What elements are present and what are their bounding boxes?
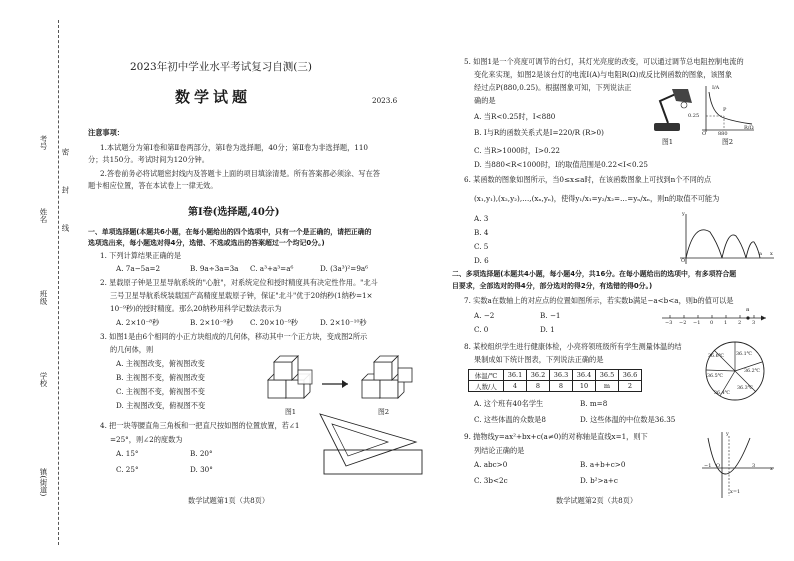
- q8-row-cell: 10: [573, 381, 596, 392]
- q8-pie-label: 36.5℃: [707, 374, 724, 379]
- notice-1b: 分；共150分。考试时间为120分钟。: [88, 155, 209, 164]
- q5-graph-y-tick: 0.25: [688, 113, 700, 119]
- right-page-footer: 数学试题第2页（共8页）: [556, 496, 638, 505]
- q5-graph-y-label: I/A: [712, 85, 720, 91]
- q8-row-cell: 8: [550, 381, 573, 392]
- notice-2a: 2.答卷前务必将试题密封线内及答题卡上面的项目填涂清楚。所有答案都必须涂、写在答: [100, 169, 380, 178]
- q9-graph-3: 3: [752, 463, 756, 469]
- q8-header-cell: 36.3: [550, 370, 573, 381]
- q7-tick-minus1: −1: [693, 320, 701, 326]
- q6-option-c: C. 5: [474, 242, 489, 251]
- q2-option-b: B. 2×10⁻⁹秒: [190, 318, 234, 327]
- q9-option-c: C. 3b<2c: [474, 476, 508, 485]
- q5-option-b: B. I与R的函数关系式是I=220/R (R>0): [474, 128, 604, 137]
- q8-header-cell: 体温/℃: [469, 370, 504, 381]
- q4-stem-a: 4. 把一块等腰直角三角板和一把直尺按如图的位置放置，若∠1: [100, 421, 300, 430]
- q5-lamp-figure: [646, 85, 694, 137]
- q8-header-cell: 36.1: [504, 370, 527, 381]
- q8-pie-label: 36.6℃: [708, 354, 725, 359]
- q3-figure1-cubes: [268, 356, 312, 398]
- q9-graph-axis-label: x=1: [730, 489, 741, 495]
- q8-option-c: C. 这些体温的众数是8: [474, 415, 546, 424]
- q4-option-a: A. 15°: [116, 449, 139, 458]
- q1-option-c: C. a³+a³=a⁶: [250, 264, 294, 273]
- q5-fig1-caption: 图1: [662, 138, 674, 146]
- exam-title: 2023年初中学业水平考试复习自测(三): [130, 61, 312, 73]
- q8-stem-a: 8. 某校组织学生进行健康体检，小亮将领班级所有学生测量体温的结: [464, 342, 682, 351]
- school-label: 学校: [39, 372, 48, 387]
- left-page-footer: 数学试题第1页（共8页）: [188, 496, 270, 505]
- q7-tick-1: 1: [724, 320, 728, 326]
- q8-row-cell: 2: [619, 381, 642, 392]
- q3-option-b: B. 主视图不变，俯视图改变: [116, 373, 205, 382]
- class-label: 班级: [39, 290, 48, 305]
- q1-option-b: B. 9a÷3a=3a: [190, 264, 239, 273]
- q1-option-d: D. (3a³)²=9a⁶: [320, 264, 369, 273]
- q3-figure2-cubes: [362, 356, 412, 398]
- q5-option-a: A. 当R<0.25时，I<880: [474, 112, 556, 121]
- q3-fig1-caption: 图1: [285, 408, 297, 416]
- section1-intro-a: 一、单项选择题(本题共6小题，在每小题给出的四个选项中，只有一个是正确的，请把正确的: [88, 228, 372, 236]
- section2-intro-a: 二、多项选择题(本题共4小题，每小题4分，共16分。在每小题给出的选项中，有多项符合题: [452, 270, 737, 278]
- q5-stem-b: 变化来实现，如图2是该台灯的电流I(A)与电阻R(Ω)成反比例函数的图象，该图象: [474, 70, 733, 79]
- q3-option-c: C. 主视图不变，俯视图不变: [116, 387, 205, 396]
- q8-row-cell: 8: [527, 381, 550, 392]
- q8-option-d: D. 这些体温的中位数是36.35: [580, 415, 676, 424]
- q4-option-c: C. 25°: [116, 465, 139, 474]
- q8-header-cell: 36.5: [596, 370, 619, 381]
- notice-2b: 题卡相应位置，答在本试卷上一律无效。: [88, 181, 218, 190]
- name-label: 姓名: [39, 208, 48, 223]
- q8-option-b: B. m=8: [580, 399, 608, 408]
- q7-option-d: D. 1: [540, 325, 555, 334]
- q9-graph-neg1: −1: [704, 463, 712, 469]
- q9-graph-x-label: x: [770, 466, 773, 472]
- q5-graph-x-tick: 880: [718, 131, 728, 137]
- q9-stem-a: 9. 抛物线y=ax²+bx+c(a≠0)的对称轴是直线x=1，则下: [464, 432, 648, 441]
- q4-option-b: B. 20°: [190, 449, 213, 458]
- q6-graph-origin: O: [681, 258, 686, 264]
- town-label: 镇(街道): [39, 468, 48, 497]
- q8-pie-label: 36.1℃: [736, 352, 753, 357]
- section2-intro-b: 目要求，全部选对的得4分，部分选对的得2分，有选错的得0分。): [452, 282, 653, 290]
- q9-option-d: D. b²>a+c: [580, 476, 618, 485]
- q2-stem-b: 三号卫星导航系统装载国产高精度星载原子钟，保证"北斗"优于20纳秒(1纳秒=1×: [110, 291, 373, 300]
- q9-option-a: A. abc>0: [474, 460, 508, 469]
- q8-stem-b: 果制成如下统计图表，下列说法正确的是: [474, 355, 604, 364]
- q2-option-d: D. 2×10⁻¹⁰秒: [320, 318, 367, 327]
- q2-stem-a: 2. 星载原子钟是卫星导航系统的"心脏"，对系统定位和授时精度具有决定性作用。"北斗: [100, 278, 378, 287]
- q6-stem-a: 6. 某函数的图象如图所示，当0≤x≤a时，在该函数图象上可找到n个不同的点: [464, 175, 712, 184]
- q8-pie-label: 36.2℃: [744, 369, 761, 374]
- q7-tick-minus2: −2: [679, 320, 687, 326]
- q4-option-d: D. 30°: [190, 465, 213, 474]
- q8-header-cell: 36.4: [573, 370, 596, 381]
- q8-row-cell: 人数/人: [469, 381, 504, 392]
- q7-tick-2: 2: [738, 320, 742, 326]
- q3-cubes-figure: [262, 350, 424, 416]
- q8-header-cell: 36.6: [619, 370, 642, 381]
- q6-option-d: D. 6: [474, 256, 489, 265]
- q7-tick-0: 0: [710, 320, 714, 326]
- q5-stem-d: 确的是: [474, 96, 496, 105]
- q7-stem: 7. 实数a在数轴上的对应点的位置如图所示，若实数b满足−a<b<a，则b的值可以是: [464, 296, 734, 305]
- q6-graph-y-label: y: [682, 211, 685, 217]
- q5-stem-c: 经过点P(880,0.25)。根据图象可知，下列说法正: [474, 83, 632, 92]
- q1-stem: 1. 下列计算结果正确的是: [100, 251, 182, 260]
- q6-graph-x-label: x: [770, 251, 773, 257]
- q8-pie-label: 36.3℃: [737, 386, 754, 391]
- notice-heading: 注意事项：: [88, 128, 124, 137]
- q8-row-cell: 4: [504, 381, 527, 392]
- q5-graph-p-label: P: [723, 107, 727, 113]
- q4-triangle-ruler-figure: [318, 412, 428, 478]
- seal-line-text: 密 封 线: [61, 148, 70, 234]
- subject-title: 数学试题: [175, 88, 252, 106]
- q1-option-a: A. 7a−5a=2: [116, 264, 161, 273]
- q2-stem-c: 10⁻⁹秒)的授时精度。那么20纳秒用科学记数法表示为: [110, 304, 282, 313]
- q2-option-c: C. 20×10⁻⁹秒: [250, 318, 298, 327]
- q7-option-a: A. −2: [474, 311, 495, 320]
- q8-temperature-table: [468, 369, 642, 392]
- q6-graph-a-label: a: [759, 251, 762, 257]
- q6-option-b: B. 4: [474, 228, 489, 237]
- q9-graph-y-label: y: [726, 431, 729, 437]
- q8-pie-label: 36.4℃: [714, 391, 731, 396]
- q8-row-cell: m: [596, 381, 619, 392]
- q5-option-d: D. 当880<R<1000时，I的取值范围是0.22<I<0.25: [474, 160, 648, 169]
- q5-option-c: C. 当R>1000时，I>0.22: [474, 146, 560, 155]
- q5-graph-origin: O: [702, 131, 707, 137]
- q9-graph-origin: O: [716, 463, 721, 469]
- q5-stem-a: 5. 如图1是一个亮度可调节的台灯，其灯光亮度的改变，可以通过调节总电阻控制电流的: [464, 57, 744, 66]
- q3-option-a: A. 主视图改变，俯视图改变: [116, 359, 205, 368]
- q4-stem-b: =25°，则∠2的度数为: [110, 435, 183, 444]
- q3-fig2-caption: 图2: [378, 408, 390, 416]
- q7-tick-minus3: −3: [665, 320, 673, 326]
- q2-option-a: A. 2×10⁻⁸秒: [116, 318, 160, 327]
- q6-option-a: A. 3: [474, 214, 489, 223]
- q3-option-d: D. 主视图改变，俯视图不变: [116, 401, 206, 410]
- q8-option-a: A. 这个班有40名学生: [474, 399, 544, 408]
- q9-option-b: B. a+b+c>0: [580, 460, 626, 469]
- q3-stem-b: 的几何体，则: [110, 345, 154, 354]
- exam-no-label: 考号: [39, 135, 48, 150]
- q7-option-c: C. 0: [474, 325, 489, 334]
- q9-stem-b: 列结论正确的是: [474, 446, 525, 455]
- q8-header-cell: 36.2: [527, 370, 550, 381]
- q3-stem-a: 3. 如图1是由6个相同的小正方块组成的几何体，移动其中一个正方块，变成图2所示: [100, 332, 368, 341]
- q7-point-a-label: a: [746, 307, 750, 313]
- part1-title: 第Ⅰ卷(选择题,40分): [188, 207, 280, 218]
- seal-dashed-line: [58, 20, 59, 545]
- q6-stem-b: (x₁,y₁),(x₂,y₂),…,(xₙ,yₙ)，使得y₁/x₁=y₂/x₂=…=yₙ/xₙ，则n的取值不可能为: [474, 194, 720, 203]
- q5-fig2-caption: 图2: [722, 138, 734, 146]
- section1-intro-b: 选项选出来，每小题选对得4分，选错、不选或选出的答案超过一个均记0分。): [88, 239, 325, 247]
- q7-tick-3: 3: [752, 320, 756, 326]
- q5-graph-x-label: R/Ω: [744, 125, 754, 131]
- q7-option-b: B. −1: [540, 311, 561, 320]
- notice-1a: 1.本试题分为第Ⅰ卷和第Ⅱ卷两部分，第Ⅰ卷为选择题，40分；第Ⅱ卷为非选择题，110: [100, 143, 368, 152]
- exam-date: 2023.6: [372, 96, 398, 105]
